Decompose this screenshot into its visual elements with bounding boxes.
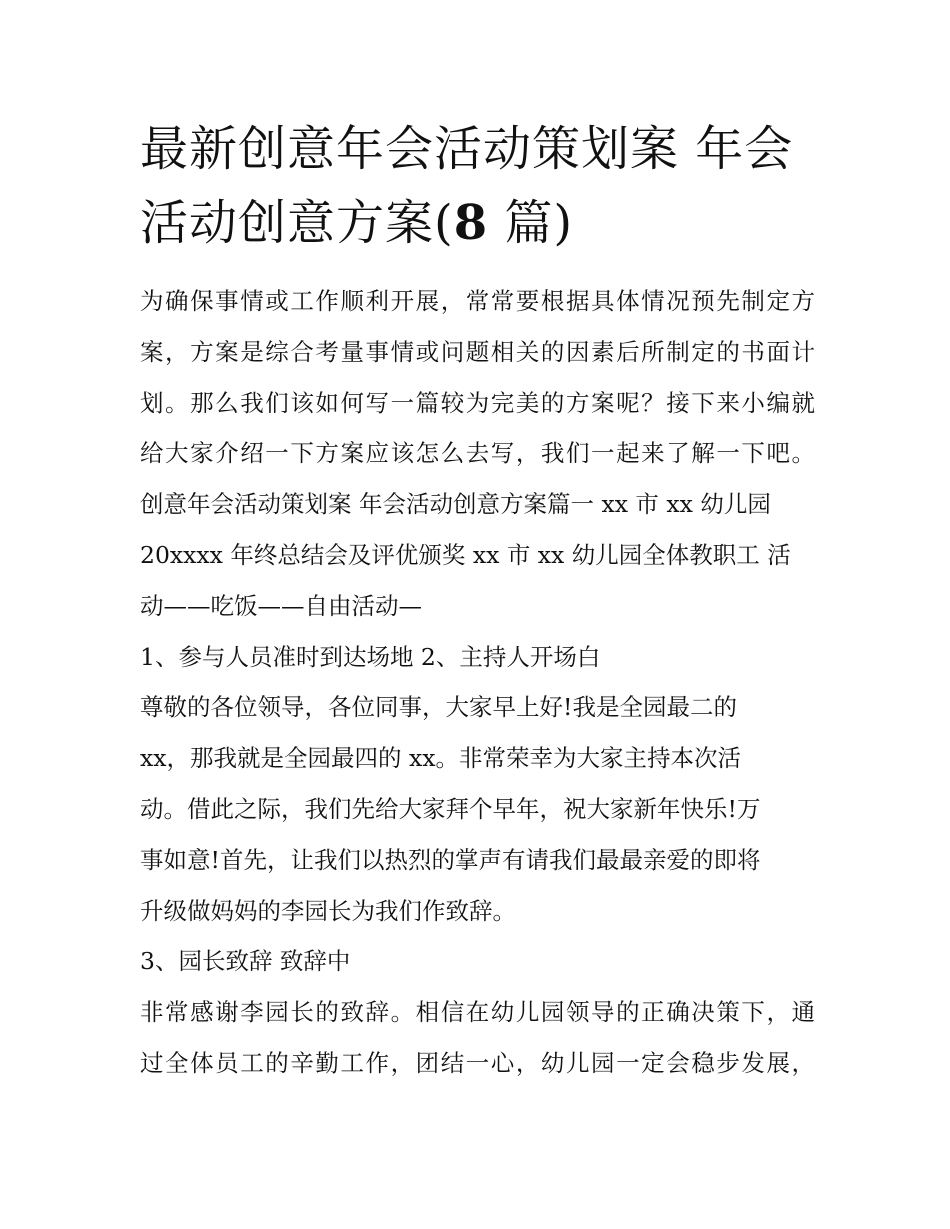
body-line-9: 尊敬的各位领导，各位同事，大家早上好!我是全园最二的 [140, 693, 737, 722]
body-line-5: 创意年会活动策划案 年会活动创意方案篇一 xx 市 xx 幼儿园 [140, 490, 771, 519]
body-line-4: 给大家介绍一下方案应该怎么去写，我们一起来了解一下吧。 [140, 439, 815, 468]
body-line-14: 3、园长致辞 致辞中 [140, 947, 351, 976]
document-body [140, 276, 815, 1089]
body-line-7: 动——吃饭——自由活动— [140, 591, 422, 620]
body-line-10: xx，那我就是全园最四的 xx。非常荣幸为大家主持本次活 [140, 744, 741, 773]
document-page [140, 112, 815, 1089]
body-line-13: 升级做妈妈的李园长为我们作致辞。 [140, 896, 516, 925]
body-line-1: 为确保事情或工作顺利开展，常常要根据具体情况预先制定方 [140, 287, 815, 315]
body-line-8: 1、参与人员准时到达场地 2、主持人开场白 [140, 642, 601, 671]
title-text-part1: 最新创意年会活动策划案 年会活动创意方案( [140, 121, 794, 251]
body-line-12: 事如意!首先，让我们以热烈的掌声有请我们最最亲爱的即将 [140, 845, 761, 874]
title-text-part2: 篇) [488, 195, 574, 251]
body-line-6: 20xxxx 年终总结会及评优颁奖 xx 市 xx 幼儿园全体教职工 活 [140, 540, 791, 569]
body-line-16: 过全体员工的辛勤工作，团结一心，幼儿园一定会稳步发展， [140, 1048, 815, 1077]
body-line-15: 非常感谢李园长的致辞。相信在幼儿园领导的正确决策下，通 [140, 998, 815, 1027]
title-count: 8 [453, 195, 489, 251]
body-line-2: 案，方案是综合考量事情或问题相关的因素后所制定的书面计 [140, 337, 815, 366]
body-line-3: 划。那么我们该如何写一篇较为完美的方案呢？接下来小编就 [140, 388, 815, 417]
body-line-11: 动。借此之际，我们先给大家拜个早年，祝大家新年快乐!万 [140, 794, 761, 823]
document-title [140, 112, 815, 260]
